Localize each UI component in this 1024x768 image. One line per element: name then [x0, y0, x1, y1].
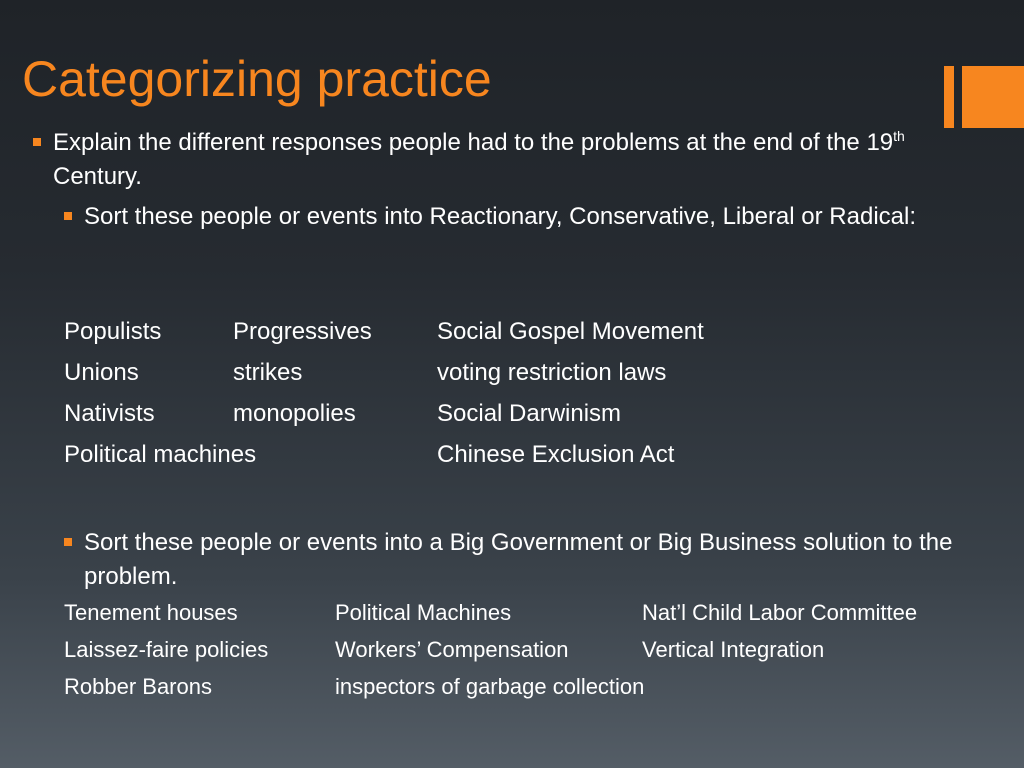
term: Populists [64, 318, 162, 345]
term: Laissez-faire policies [64, 637, 269, 662]
term: Unions [64, 359, 139, 386]
term: Political Machines [335, 600, 512, 625]
bullet-explain [53, 126, 983, 194]
term: Robber Barons [64, 674, 212, 699]
term: monopolies [233, 400, 356, 427]
bullet-text-end: Century. [53, 163, 142, 190]
bullet-text: Explain the different responses people had to the problems at the end of the 19 [53, 129, 894, 156]
bullet-sort-government-business [84, 526, 984, 594]
term: Political machines [64, 441, 257, 468]
term: voting restriction laws [437, 359, 667, 386]
term: Nativists [64, 400, 155, 427]
bullet-square-icon [33, 138, 41, 146]
slide-title: Categorizing practice [22, 51, 492, 107]
term: Tenement houses [64, 600, 238, 625]
accent-bar-thin [944, 66, 954, 128]
term: Social Gospel Movement [437, 318, 704, 345]
bullet-square-icon [64, 538, 72, 546]
ordinal-superscript: th [893, 128, 905, 144]
bullet-text: Sort these people or events into Reactionary, Conservative, Liberal or Radical: [84, 203, 916, 230]
term: Progressives [233, 318, 372, 345]
bullet-square-icon [64, 212, 72, 220]
term: Nat’l Child Labor Committee [642, 600, 918, 625]
term: Chinese Exclusion Act [437, 441, 675, 468]
term: strikes [233, 359, 303, 386]
term: Workers’ Compensation [335, 637, 569, 662]
term: inspectors of garbage collection [335, 674, 645, 699]
term: Social Darwinism [437, 400, 622, 427]
term: Vertical Integration [642, 637, 825, 662]
bullet-sort-categories [84, 200, 984, 234]
accent-bar-wide [962, 66, 1024, 128]
bullet-text: Sort these people or events into a Big Government or Big Business solution to the problem. [84, 529, 953, 590]
